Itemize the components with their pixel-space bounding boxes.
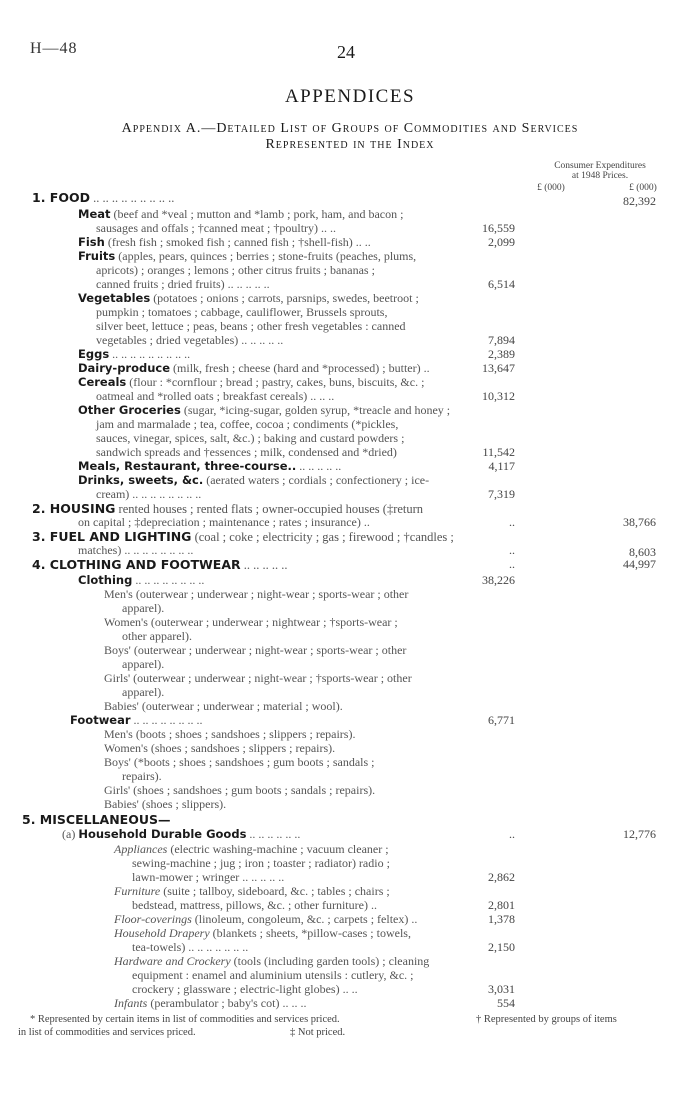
list-line <box>78 403 450 418</box>
list-line-text: (milk, fresh ; cheese (hard and *processed) ; butter) .. <box>170 361 430 375</box>
list-line-text: apricots) ; oranges ; lemons ; other citrus fruits ; bananas ; <box>96 263 375 277</box>
list-line-text: (potatoes ; onions ; carrots, parsnips, swedes, beetroot ; <box>150 291 419 305</box>
list-line-heading: Household Durable Goods <box>78 827 247 841</box>
list-line <box>104 699 343 714</box>
list-line-text: sewing-machine ; jug ; iron ; toaster ; radiator) radio ; <box>132 856 390 870</box>
value-col1: 554 <box>497 996 515 1010</box>
list-line-text: .. .. .. .. .. .. .. .. .. <box>89 191 175 205</box>
list-line-text: (blankets ; sheets, *pillow-cases ; towels, <box>209 926 411 940</box>
column-group-header <box>520 161 680 181</box>
page-title: APPENDICES <box>284 86 416 107</box>
list-line-text: tea-towels) .. .. .. .. .. .. .. <box>132 940 249 954</box>
footnote-asterisk-cont: in list of commodities and services priced. <box>18 1027 196 1038</box>
list-line-text: matches) .. .. .. .. .. .. .. .. <box>78 543 194 557</box>
list-line-heading: Cereals <box>78 375 127 389</box>
list-line-text: .. .. .. .. .. <box>296 459 342 473</box>
list-line-text: Women's (outerwear ; underwear ; nightwear ; †sports-wear ; <box>104 615 398 629</box>
value-col2: 44,997 <box>623 557 656 571</box>
list-line-text: (fresh fish ; smoked fish ; canned fish ; †shell-fish) .. .. <box>104 235 371 249</box>
value-col1: 2,862 <box>488 870 515 884</box>
list-line-text: pumpkin ; tomatoes ; cabbage, cauliflower, Brussels sprouts, <box>96 305 388 319</box>
list-line-heading: Other Groceries <box>78 403 181 417</box>
appendix-subtitle-line1: Appendix A.—Detailed List of Groups of Commodities and Services <box>121 121 579 136</box>
value-col1: .. <box>509 515 515 529</box>
value-col2: 8,603 <box>629 545 656 559</box>
list-line-text: apparel). <box>122 657 165 671</box>
list-line-text: .. .. .. .. .. <box>240 558 288 572</box>
list-line-heading: Vegetables <box>78 291 151 305</box>
value-col1: 2,150 <box>488 940 515 954</box>
list-line-heading: 5. MISCELLANEOUS— <box>22 812 171 827</box>
value-col1: .. <box>509 543 515 557</box>
value-col1: 13,647 <box>482 361 515 375</box>
list-line <box>104 615 398 630</box>
column-header-1: £ (000) <box>537 183 565 193</box>
list-line <box>114 954 429 969</box>
list-line-text: (aerated waters ; cordials ; confectionery ; ice- <box>203 473 430 487</box>
list-line <box>78 207 403 222</box>
list-line <box>70 713 203 728</box>
list-line <box>78 361 430 376</box>
footnote-asterisk: * Represented by certain items in list of commodities and services priced. <box>30 1014 340 1025</box>
list-line-heading: 1. FOOD <box>32 190 90 205</box>
list-line-text: (perambulator ; baby's cot) .. .. .. <box>147 996 307 1010</box>
value-col1: 16,559 <box>482 221 515 235</box>
list-line-text: .. .. .. .. .. .. .. .. .. <box>109 347 191 361</box>
list-line <box>78 473 429 488</box>
value-col1: .. <box>509 557 515 571</box>
list-line-prefix: (a) <box>62 827 79 841</box>
list-line-text: .. .. .. .. .. .. .. .. <box>130 713 203 727</box>
list-line <box>32 557 288 573</box>
list-line-text: vegetables ; dried vegetables) .. .. .. .. .. <box>96 333 284 347</box>
list-line-heading: Fish <box>78 235 105 249</box>
list-line <box>78 249 416 264</box>
list-line-heading: Drinks, sweets, &c. <box>78 473 204 487</box>
list-line <box>78 515 370 530</box>
list-line <box>96 305 387 320</box>
list-line-text: canned fruits ; dried fruits) .. .. .. .. .. <box>96 277 270 291</box>
list-line-subheading: Floor-coverings <box>114 912 192 926</box>
column-header-2: £ (000) <box>629 183 657 193</box>
list-line-text: sausages and offals ; †canned meat ; †poultry) .. .. <box>96 221 337 235</box>
value-col1: 1,378 <box>488 912 515 926</box>
list-line <box>104 643 406 658</box>
list-line <box>22 812 171 828</box>
list-line <box>114 842 389 857</box>
list-line <box>114 912 417 927</box>
list-line <box>78 235 371 250</box>
list-line <box>96 487 201 502</box>
footnote-double-dagger: ‡ Not priced. <box>290 1027 346 1038</box>
value-col1: 2,099 <box>488 235 515 249</box>
list-line <box>96 431 404 446</box>
list-line-heading: 4. CLOTHING AND FOOTWEAR <box>32 557 241 572</box>
list-line <box>96 277 270 292</box>
list-line <box>122 685 164 700</box>
list-line <box>32 190 174 206</box>
list-line-text: sandwich spreads and †essences ; milk, condensed and *dried) <box>96 445 397 459</box>
list-line-subheading: Appliances <box>114 842 168 856</box>
list-line-text: apparel). <box>122 685 165 699</box>
list-line-text: (electric washing-machine ; vacuum cleaner ; <box>167 842 389 856</box>
list-line-text: Boys' (outerwear ; underwear ; night-wear ; sports-wear ; other <box>104 643 407 657</box>
list-line-text: jam and marmalade ; tea, coffee, cocoa ; condiments (*pickles, <box>96 417 399 431</box>
list-line-heading: Dairy-produce <box>78 361 171 375</box>
value-col2: 38,766 <box>623 515 656 529</box>
value-col2: 82,392 <box>623 194 656 208</box>
list-line <box>114 926 411 941</box>
footnote-dagger: † Represented by groups of items <box>476 1014 617 1025</box>
list-line <box>114 884 390 899</box>
list-line <box>78 573 204 588</box>
list-line-text: (flour : *cornflour ; bread ; pastry, cakes, buns, biscuits, &c. ; <box>126 375 425 389</box>
list-line <box>104 727 355 742</box>
list-line <box>62 827 300 842</box>
list-line-subheading: Hardware and Crockery <box>114 954 231 968</box>
value-col1: 2,801 <box>488 898 515 912</box>
list-line-text: cream) .. .. .. .. .. .. .. .. <box>96 487 202 501</box>
list-line <box>122 657 164 672</box>
list-line <box>122 601 164 616</box>
column-group-header-line1: Consumer Expenditures <box>554 161 646 171</box>
list-line-heading: Footwear <box>70 713 131 727</box>
value-col1: 38,226 <box>482 573 515 587</box>
list-line-text: Girls' (shoes ; sandshoes ; gum boots ; sandals ; repairs). <box>104 783 376 797</box>
list-line-text: lawn-mower ; wringer .. .. .. .. .. <box>132 870 285 884</box>
list-line <box>122 629 192 644</box>
list-line <box>96 389 334 404</box>
list-line <box>132 940 248 955</box>
list-line-text: crockery ; glassware ; electric-light globes) .. .. <box>132 982 358 996</box>
list-line-text: sauces, vinegar, spices, salt, &c.) ; baking and custard powders ; <box>96 431 405 445</box>
list-line-heading: 3. FUEL AND LIGHTING <box>32 529 192 544</box>
list-line-heading: Eggs <box>78 347 110 361</box>
list-line <box>104 671 412 686</box>
list-line <box>132 898 377 913</box>
page-number: 24 <box>337 42 355 62</box>
list-line <box>122 769 162 784</box>
list-line <box>78 459 341 474</box>
value-col1: 7,894 <box>488 333 515 347</box>
list-line <box>96 417 398 432</box>
list-line-text: (suite ; tallboy, sideboard, &c. ; tables ; chairs ; <box>160 884 390 898</box>
list-line-text: other apparel). <box>122 629 192 643</box>
list-line-text: Babies' (shoes ; slippers). <box>104 797 227 811</box>
list-line <box>78 543 193 558</box>
list-line-heading: Meat <box>78 207 111 221</box>
list-line <box>114 996 306 1011</box>
list-line <box>132 982 358 997</box>
list-line-text: (sugar, *icing-sugar, golden syrup, *treacle and honey ; <box>180 403 451 417</box>
list-line-text: equipment : enamel and aluminium utensils : cutlery, &c. ; <box>132 968 414 982</box>
list-line-text: on capital ; ‡depreciation ; maintenance ; rates ; insurance) .. <box>78 515 370 529</box>
list-line <box>78 375 424 390</box>
list-line-text: Men's (outerwear ; underwear ; night-wear ; sports-wear ; other <box>104 587 409 601</box>
page-code: H—48 <box>30 40 78 57</box>
list-line <box>96 445 397 460</box>
list-line-text: rented houses ; rented flats ; owner-occupied houses (‡return <box>115 502 424 516</box>
list-line <box>132 856 390 871</box>
list-line <box>96 221 336 236</box>
list-line <box>104 755 375 770</box>
list-line-text: (apples, pears, quinces ; berries ; stone-fruits (peaches, plums, <box>115 249 417 263</box>
list-line <box>132 968 414 983</box>
value-col1: 11,542 <box>482 445 515 459</box>
list-line-text: (tools (including garden tools) ; cleaning <box>230 954 430 968</box>
value-col1: 6,771 <box>488 713 515 727</box>
list-line <box>78 291 419 306</box>
value-col2: 12,776 <box>623 827 656 841</box>
list-line <box>78 347 190 362</box>
list-line-text: Boys' (*boots ; shoes ; sandshoes ; gum boots ; sandals ; <box>104 755 375 769</box>
list-line-text: .. .. .. .. .. .. .. .. <box>132 573 205 587</box>
list-line-text: (linoleum, congoleum, &c. ; carpets ; feltex) .. <box>191 912 418 926</box>
list-line-heading: Fruits <box>78 249 116 263</box>
list-line <box>96 333 283 348</box>
list-line-text: Girls' (outerwear ; underwear ; night-wear ; †sports-wear ; other <box>104 671 412 685</box>
column-group-header-line2: at 1948 Prices. <box>571 171 629 181</box>
list-line-text: Babies' (outerwear ; underwear ; material ; wool). <box>104 699 343 713</box>
list-line-text: oatmeal and *rolled oats ; breakfast cereals) .. .. .. <box>96 389 335 403</box>
value-col1: 3,031 <box>488 982 515 996</box>
list-line <box>104 783 375 798</box>
value-col1: .. <box>509 827 515 841</box>
value-col1: 10,312 <box>482 389 515 403</box>
list-line-heading: 2. HOUSING <box>32 501 116 516</box>
list-line-subheading: Infants <box>114 996 148 1010</box>
list-line-text: .. .. .. .. .. .. <box>246 827 301 841</box>
list-line-text: (coal ; coke ; electricity ; gas ; firewood ; †candles ; <box>191 530 454 544</box>
list-line-text: repairs). <box>122 769 162 783</box>
list-line-text: bedstead, mattress, pillows, &c. ; other furniture) .. <box>132 898 377 912</box>
value-col1: 7,319 <box>488 487 515 501</box>
value-col1: 2,389 <box>488 347 515 361</box>
appendix-subtitle-line2: Represented in the Index <box>265 137 435 152</box>
list-line-text: apparel). <box>122 601 165 615</box>
list-line-text: silver beet, lettuce ; peas, beans ; other fresh vegetables : canned <box>96 319 406 333</box>
list-line <box>132 870 284 885</box>
list-line <box>96 263 375 278</box>
list-line <box>96 319 406 334</box>
list-line-text: Women's (shoes ; sandshoes ; slippers ; repairs). <box>104 741 336 755</box>
list-line <box>104 741 335 756</box>
list-line <box>104 797 226 812</box>
value-col1: 6,514 <box>488 277 515 291</box>
list-line-subheading: Household Drapery <box>114 926 210 940</box>
list-line-subheading: Furniture <box>114 884 161 898</box>
list-line-heading: Clothing <box>78 573 133 587</box>
value-col1: 4,117 <box>488 459 515 473</box>
list-line <box>104 587 408 602</box>
list-line-text: Men's (boots ; shoes ; sandshoes ; slippers ; repairs). <box>104 727 356 741</box>
list-line-heading: Meals, Restaurant, three-course.. <box>78 459 297 473</box>
list-line-text: (beef and *veal ; mutton and *lamb ; pork, ham, and bacon ; <box>110 207 404 221</box>
